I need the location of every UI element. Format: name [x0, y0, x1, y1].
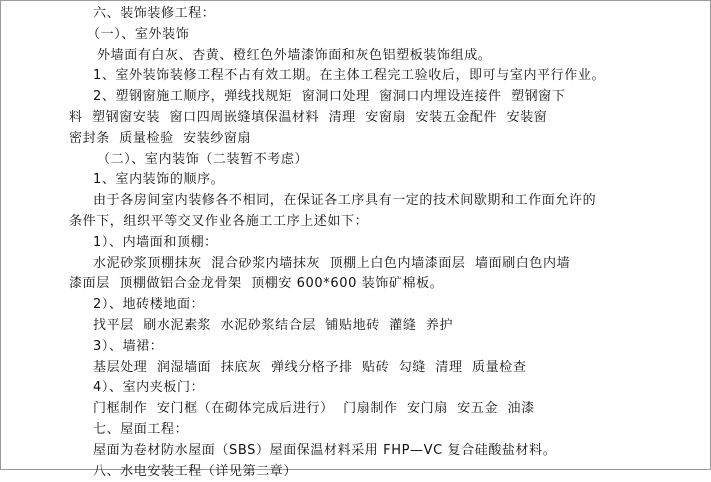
paragraph-line: 1、室内装饰的顺序。 — [93, 172, 225, 188]
list-heading-interior-doors: 4）、室内夹板门： — [93, 380, 205, 396]
section-heading-roofing: 七、屋面工程： — [93, 421, 189, 437]
section-heading-decoration: 六、装饰装修工程： — [93, 6, 216, 21]
paragraph-line: 密封条 质量检验 安装纱窗扇 — [69, 130, 252, 146]
paragraph-line: 条件下，组织平等交叉作业各施工工序上述如下： — [69, 213, 369, 229]
subsection-heading-interior: （二）、室内装饰（二装暂不考虑） — [97, 151, 309, 167]
paragraph-line: 外墙面有白灰、杏黄、橙红色外墙漆饰面和灰色铝塑板装饰组成。 — [97, 47, 492, 63]
paragraph-line: 门框制作 安门框（在砌体完成后进行） 门扇制作 安门扇 安五金 油漆 — [93, 401, 535, 417]
paragraph-line: 屋面为卷材防水屋面（SBS）屋面保温材料采用 FHP—VC 复合硅酸盐材料。 — [93, 442, 557, 458]
list-heading-floor-tiles: 2）、地砖楼地面： — [93, 297, 205, 313]
paragraph-line: 水泥砂浆顶棚抹灰 混合砂浆内墙抹灰 顶棚上白色内墙漆面层 墙面刷白色内墙 — [93, 255, 571, 271]
paragraph-line: 1、室外装饰装修工程不占有效工期。在主体工程完工验收后，即可与室内平行作业。 — [93, 68, 606, 84]
section-heading-mep: 八、水电安装工程（详见第二章） — [93, 463, 298, 479]
paragraph-line: 漆面层 顶棚做铝合金龙骨架 顶棚安 600*600 装饰矿棉板。 — [69, 276, 444, 292]
paragraph-line: 由于各房间室内装修各不相同，在保证各工序具有一定的技术间歇期和工作面允许的 — [93, 193, 597, 209]
subsection-heading-exterior: （一）、室外装饰 — [87, 26, 190, 42]
paragraph-line: 料 塑钢窗安装 窗口四周嵌缝填保温材料 清理 安窗扇 安装五金配件 安装窗 — [69, 109, 548, 125]
list-heading-walls-ceiling: 1）、内墙面和顶棚： — [93, 234, 218, 250]
paragraph-line: 基层处理 润湿墙面 抹底灰 弹线分格予排 贴砖 勾缝 清理 质量检查 — [93, 359, 527, 375]
document-body — [69, 4, 633, 482]
list-heading-wainscot: 3）、墙裙： — [93, 338, 164, 354]
paragraph-line: 2、塑钢窗施工顺序，弹线找规矩 窗洞口处理 窗洞口内埋设连接件 塑钢窗下 — [93, 89, 566, 105]
paragraph-line: 找平层 刷水泥素浆 水泥砂浆结合层 铺贴地砖 灌缝 养护 — [93, 317, 454, 333]
